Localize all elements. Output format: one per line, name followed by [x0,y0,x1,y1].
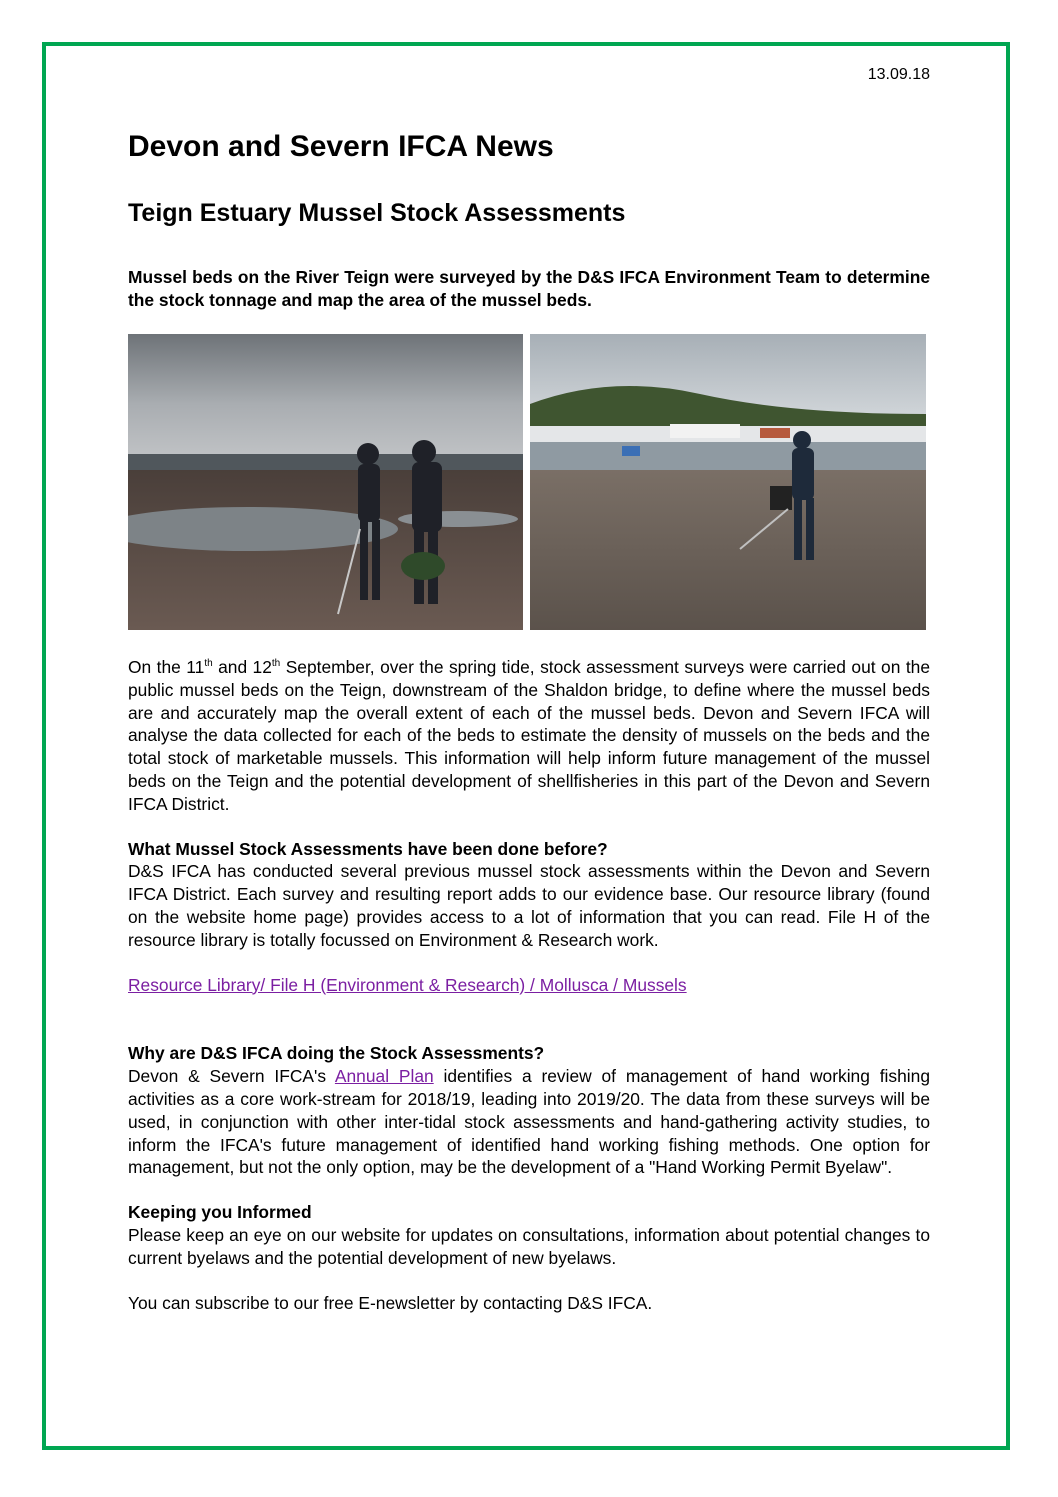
why-text-1: Devon & Severn IFCA's [128,1066,335,1087]
intro-paragraph [128,656,930,816]
annual-plan-link[interactable]: Annual Plan [334,1066,434,1087]
section-text-previous-assessments: D&S IFCA has conducted several previous mussel stock assessments within the Devon and Severn IFCA District. Each survey and resulting report adds to our evidence base. Our resource library (found on the website home page) provides access to a lot of information that you can read. File H of the resource library is totally focussed on Environment & Research work. [128,861,930,950]
section-heading-previous-assessments: What Mussel Stock Assessments have been done before? [128,838,608,859]
photo-surveyor-on-mussel-bed [530,334,926,630]
section-text-keeping-informed: Please keep an eye on our website for updates on consultations, information about potential changes to current byelaws and the potential development of new byelaws. [128,1224,930,1268]
ordinal-suffix-2: th [271,658,281,670]
intro-text-2: and 12 [212,657,272,677]
article-subtitle: Teign Estuary Mussel Stock Assessments [128,199,626,227]
closing-paragraph: You can subscribe to our free E-newsletter by contacting D&S IFCA. [128,1292,653,1313]
resource-library-link[interactable]: Resource Library/ File H (Environment & Research) / Mollusca / Mussels [128,974,687,995]
resource-library-link-line [128,974,930,997]
ordinal-suffix-1: th [204,658,213,670]
section-heading-why: Why are D&S IFCA doing the Stock Assessments? [128,1043,545,1064]
why-text-2: identifies a review of management of hand working fishing activities as a core work-stream for 2018/19, leading into 2019/20. The data from these surveys will be used, in conjunction with other inter-tidal stock assessments and hand-gathering activity studies, to inform the IFCA's future management of identified hand working fishing methods. One option for management, but not the only option, may be the development of a "Hand Working Permit Byelaw". [128,1066,930,1178]
page-title: Devon and Severn IFCA News [128,130,554,163]
date-label: 13.09.18 [867,66,930,83]
photo-row [128,334,930,630]
section-text-why [128,1065,930,1179]
intro-text-3: September, over the spring tide, stock assessment surveys were carried out on the public mussel beds on the Teign, downstream of the Shaldon bridge, to define where the mussel beds are and accurately map the overall extent of each of the mussel beds. Devon and Severn IFCA will analyse the data collected for each of the beds to estimate the density of mussels on the beds and the total stock of marketable mussels. This information will help inform future management of the mussel beds on the Teign and the potential development of shellfisheries in this part of the Devon and Severn IFCA District. [128,657,930,814]
article [128,128,930,1314]
intro-text-1: On the 11 [128,657,205,677]
section-heading-keeping-informed: Keeping you Informed [128,1202,312,1223]
lead-paragraph: Mussel beds on the River Teign were surveyed by the D&S IFCA Environment Team to determine the stock tonnage and map the area of the mussel beds. [128,267,930,310]
photo-surveyors-with-nets [128,334,523,630]
